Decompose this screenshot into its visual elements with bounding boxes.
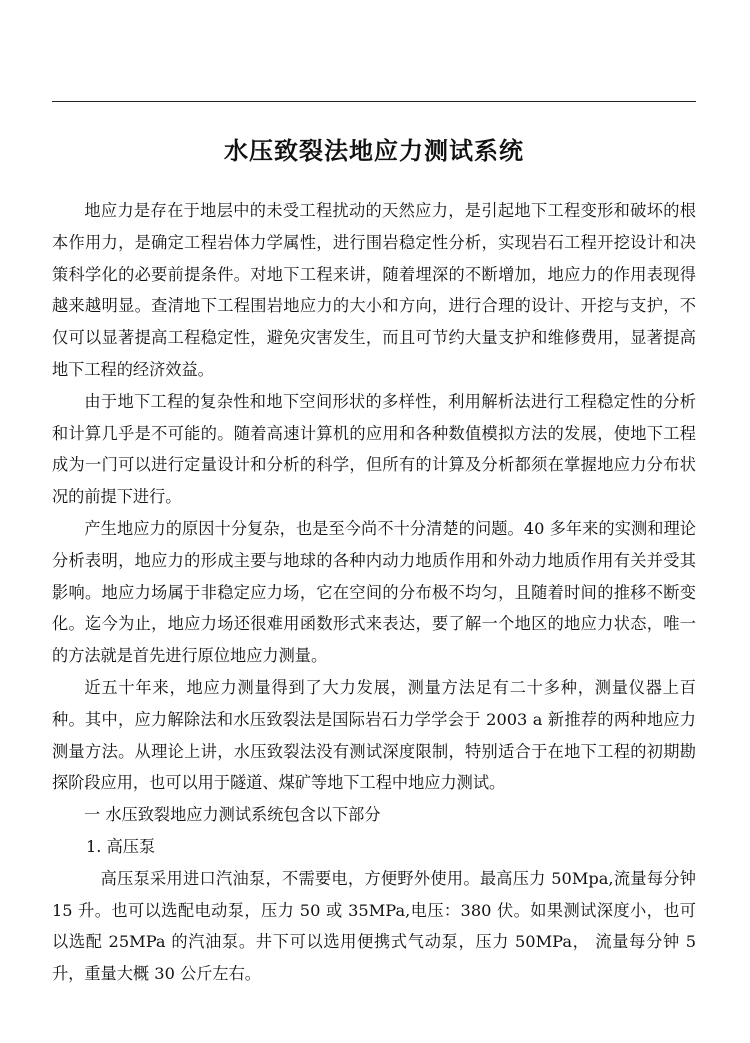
paragraph-origin: 产生地应力的原因十分复杂，也是至今尚不十分清楚的问题。40 多年来的实测和理论分析表明，地应力的形成主要与地球的各种内动力地质作用和外动力地质作用有关并受其影响。地应力场属于非稳定应力场，它在空间的分布极不均匀，且随着时间的推移不断变化。迄今为止，地应力场还很难用函数形式来表达，要了解一个地区的地应力状态，唯一的方法就是首先进行原位地应力测量。 [52,518,696,666]
paragraph-intro: 地应力是存在于地层中的未受工程扰动的天然应力，是引起地下工程变形和破坏的根本作用力，是确定工程岩体力学属性，进行围岩稳定性分析，实现岩石工程开挖设计和决策科学化的必要前提条件。对地下工程来讲，随着埋深的不断增加，地应力的作用表现得越来越明显。查清地下工程围岩地应力的大小和方向，进行合理的设计、开挖与支护，不仅可以显著提高工程稳定性，避免灾害发生，而且可节约大量支护和维修费用，显著提高地下工程的经济效益。 [52,201,696,379]
subsection-heading: 1. 高压泵 [86,836,156,856]
section-heading: 一 水压致裂地应力测试系统包含以下部分 [84,805,381,825]
paragraph-pump: 高压泵采用进口汽油泵，不需要电，方便野外使用。最高压力 50Mpa,流量每分钟 15 升。也可以选配电动泵，压力 50 或 35MPa,电压：380 伏。如果测试深度小，也可以选配 25MPa 的汽油泵。井下可以选用便携式气动泵，压力 50MPa， 流量每分钟 5 升，重量大概 30 公斤左右。 [52,868,696,984]
document-body [52,195,696,990]
paragraph-methods: 近五十年来，地应力测量得到了大力发展，测量方法足有二十多种，测量仪器上百种。其中，应力解除法和水压致裂法是国际岩石力学学会于 2003 a 新推荐的两种地应力测量方法。从理论上讲，水压致裂法没有测试深度限制，特别适合于在地下工程的初期勘探阶段应用，也可以用于隧道、煤矿等地下工程中地应力测试。 [52,677,696,793]
paragraph-analysis: 由于地下工程的复杂性和地下空间形状的多样性，利用解析法进行工程稳定性的分析和计算几乎是不可能的。随着高速计算机的应用和各种数值模拟方法的发展，使地下工程成为一门可以进行定量设计和分析的科学，但所有的计算及分析都须在掌握地应力分布状况的前提下进行。 [52,391,696,507]
header-rule [52,101,696,102]
page-title: 水压致裂法地应力测试系统 [224,136,524,165]
